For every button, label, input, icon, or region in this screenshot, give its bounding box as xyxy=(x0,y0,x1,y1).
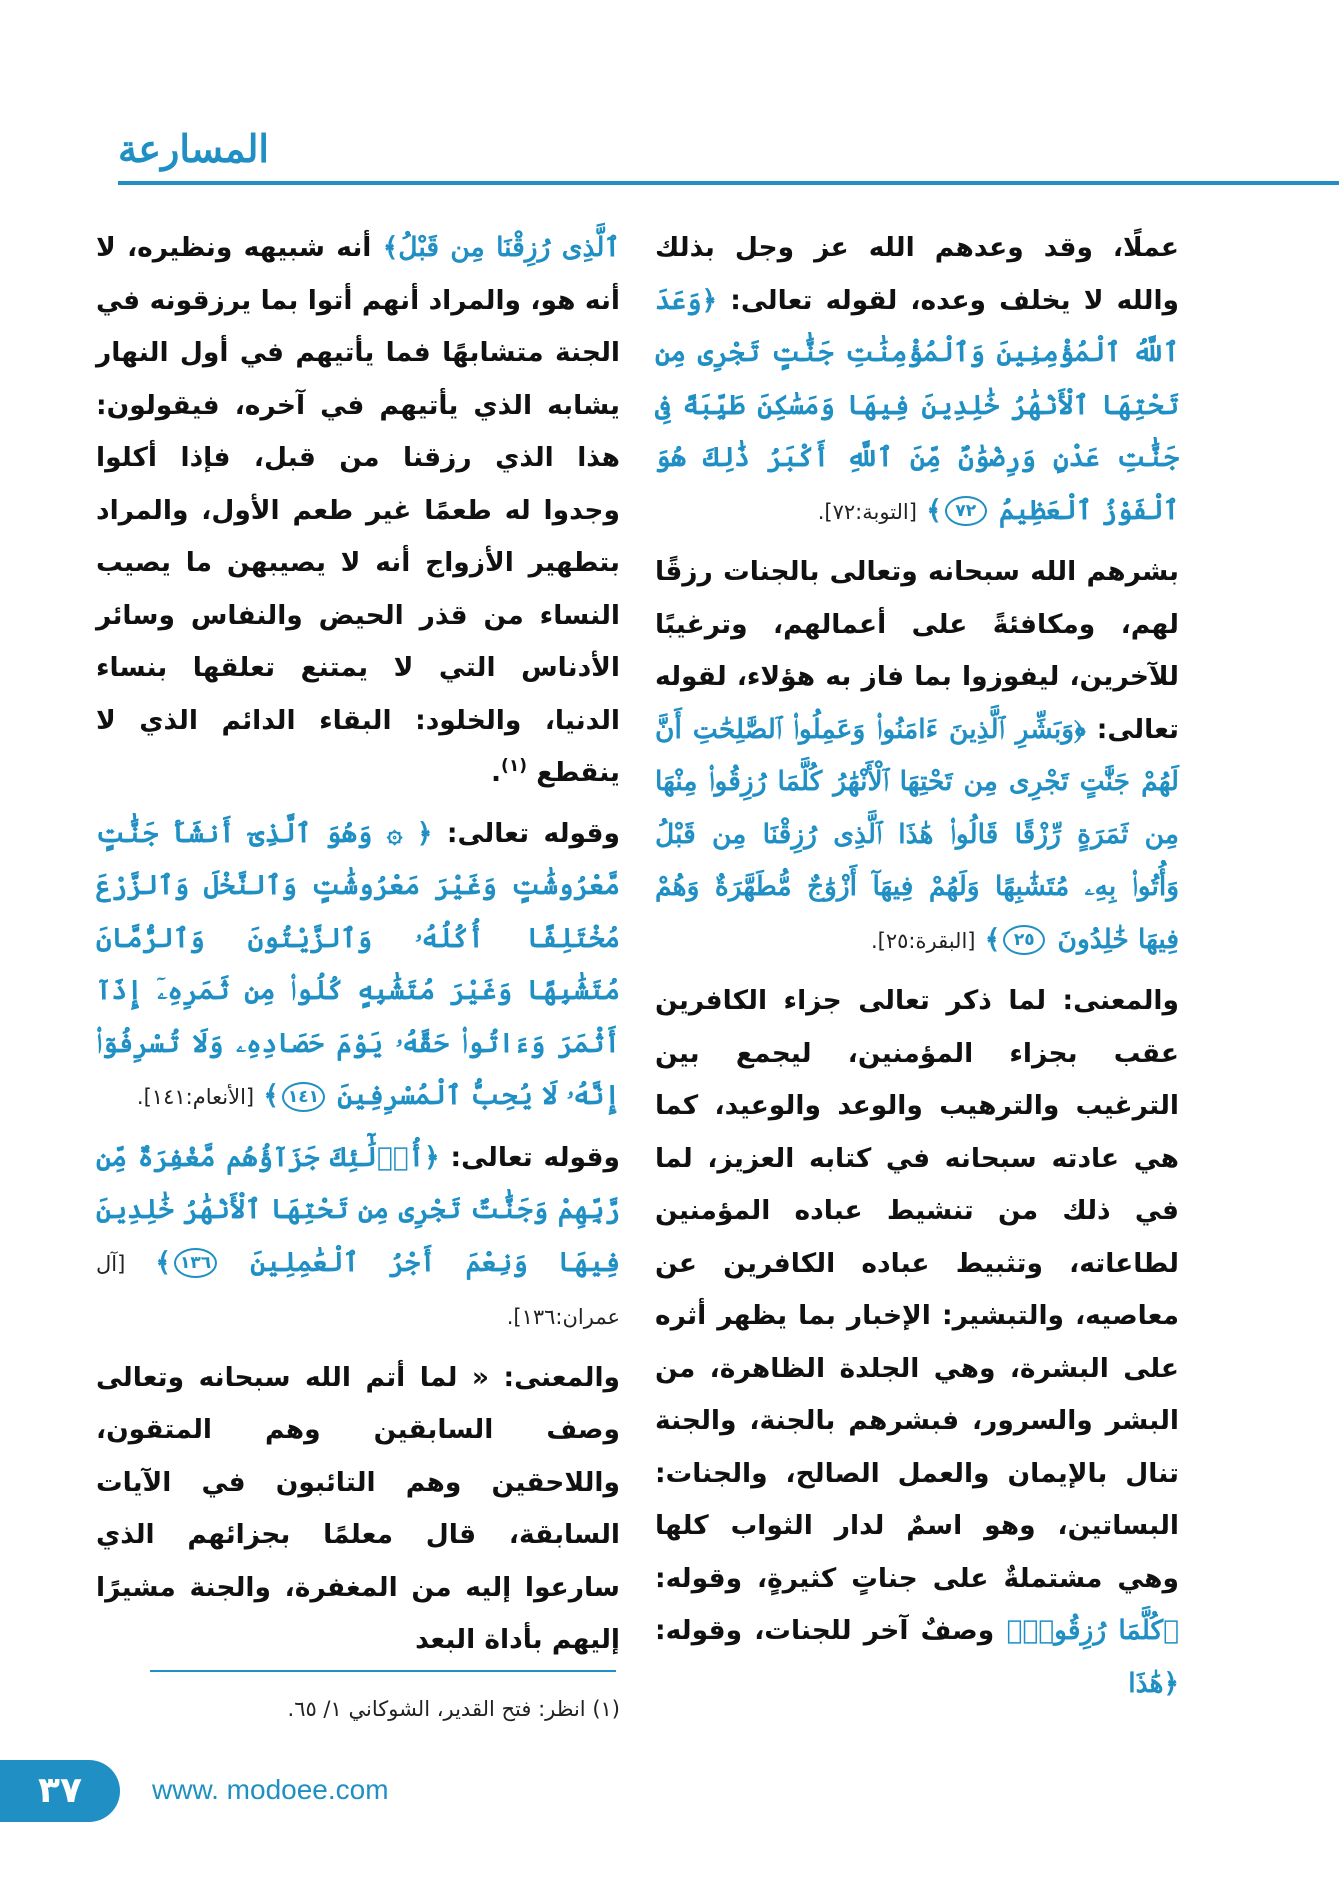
footnote: (١) انظر: فتح القدير، الشوكاني ١/ ٦٥. xyxy=(287,1697,620,1721)
quran-verse: ﴿هَٰذَا xyxy=(1128,1667,1179,1699)
paragraph xyxy=(655,546,1179,967)
paragraph xyxy=(96,1132,620,1344)
quran-bracket: ﴾ xyxy=(263,1080,279,1111)
quran-verse: ﴿وَعَدَ ٱللَّهُ ٱلْمُؤْمِنِينَ وَٱلْمُؤْمِنَٰتِ جَنَّٰتٍ تَجْرِى مِن تَحْتِهَا ٱلْأَنْهَٰرُ خَٰلِدِينَ فِيهَا وَمَسَٰكِنَ طَيِّبَةً فِى جَنَّٰتِ عَدْنٍ وَرِضْوَٰنٌ مِّنَ ٱللَّهِ أَكْبَرُ ذَٰلِكَ هُوَ ٱلْفَوْزُ ٱلْعَظِيمُ xyxy=(655,284,1179,526)
verse-reference: [الأنعام:١٤١]. xyxy=(136,1085,255,1109)
body-text: والمعنى: « لما أتم الله سبحانه وتعالى وصف السابقين وهم المتقون، واللاحقين وهم التائبون في الآيات السابقة، قال معلمًا بجزائهم الذي سارعوا إليه من المغفرة، والجنة مشيرًا إليهم بأداة البعد xyxy=(96,1361,620,1655)
right-column xyxy=(655,222,1179,1718)
page-number-badge: ٣٧ xyxy=(0,1760,120,1822)
body-text: وقوله تعالى: xyxy=(450,1141,620,1173)
body-text: . xyxy=(490,757,502,788)
paragraph xyxy=(655,975,1179,1710)
paragraph xyxy=(96,222,620,800)
quran-bracket: ﴾ xyxy=(984,923,1001,955)
paragraph xyxy=(96,808,620,1124)
body-text: عملًا، وقد وعدهم الله عز وجل بذلك والله لا يخلف وعده، لقوله تعالى: xyxy=(655,232,1179,316)
paragraph xyxy=(96,1352,620,1667)
ayah-number-icon: ٢٥ xyxy=(1003,925,1045,955)
quran-verse: ﴿كُلَّمَا رُزِقُوا۟﴾ xyxy=(1006,1615,1180,1646)
verse-reference: [آل عمران:١٣٦]. xyxy=(96,1251,620,1329)
ayah-number-icon: ٧٢ xyxy=(945,496,987,526)
paragraph xyxy=(655,222,1179,538)
quran-bracket: ﴾ xyxy=(155,1246,171,1278)
ayah-number-icon: ١٤١ xyxy=(282,1082,325,1112)
body-text: وقوله تعالى: xyxy=(446,817,620,849)
quran-verse: ٱلَّذِى رُزِقْنَا مِن قَبْلُ﴾ xyxy=(382,232,620,263)
body-text: والمعنى: لما ذكر تعالى جزاء الكافرين عقب بجزاء المؤمنين، ليجمع بين الترغيب والترهيب والوعد والوعيد، كما هي عادته سبحانه في كتابه العزيز، لما في ذلك من تنشيط عباده المؤمنين لطاعاته، وتثبيط عباده الكافرين عن معاصيه، والتبشير: الإخبار بما يظهر أثره على البشرة، وهي الجلدة الظاهرة، من البشر والسرور، فبشرهم بالجنة، والجنة تنال بالإيمان والعمل الصالح، والجنات: البساتين، وهو اسمٌ لدار الثواب كلها وهي مشتملةٌ على جناتٍ كثيرةٍ، وقوله: xyxy=(655,985,1179,1594)
quran-verse: ﴿أُو۟لَٰٓئِكَ جَزَآؤُهُم مَّغْفِرَةٌ مِّن رَّبِّهِمْ وَجَنَّٰتٌ تَجْرِى مِن تَحْتِهَا ٱلْأَنْهَٰرُ خَٰلِدِينَ فِيهَا وَنِعْمَ أَجْرُ ٱلْعَٰمِلِينَ xyxy=(96,1141,620,1278)
running-header-title: المسارعة xyxy=(118,126,269,171)
quran-bracket: ﴾ xyxy=(926,494,942,526)
footnote-divider xyxy=(150,1670,616,1672)
body-text: بشرهم الله سبحانه وتعالى بالجنات رزقًا لهم، ومكافئةً على أعمالهم، وترغيبًا للآخرين، ليفوزوا بما فاز به هؤلاء، لقوله تعالى: xyxy=(655,556,1179,745)
left-column xyxy=(96,222,620,1675)
quran-verse: ﴿وَبَشِّرِ ٱلَّذِينَ ءَامَنُوا۟ وَعَمِلُوا۟ ٱلصَّٰلِحَٰتِ أَنَّ لَهُمْ جَنَّٰتٍ تَجْرِى مِن تَحْتِهَا ٱلْأَنْهَٰرُ كُلَّمَا رُزِقُوا۟ مِنْهَا مِن ثَمَرَةٍ رِّزْقًا قَالُوا۟ هَٰذَا ٱلَّذِى رُزِقْنَا مِن قَبْلُ وَأُتُوا۟ بِهِۦ مُتَشَٰبِهًا وَلَهُمْ فِيهَآ أَزْوَٰجٌ مُّطَهَّرَةٌ وَهُمْ فِيهَا خَٰلِدُونَ xyxy=(655,713,1179,955)
verse-reference: [التوبة:٧٢]. xyxy=(817,499,917,524)
body-text: وصفٌ آخر للجنات، وقوله: xyxy=(655,1615,995,1646)
website-link[interactable]: www. modoee.com xyxy=(152,1774,389,1805)
header-divider xyxy=(118,181,1339,185)
ayah-number-icon: ١٣٦ xyxy=(174,1248,217,1278)
verse-reference: [البقرة:٢٥]. xyxy=(870,928,976,953)
footnote-marker[interactable]: (١) xyxy=(501,756,527,777)
quran-verse: ﴿ ۞ وَهُوَ ٱلَّذِىٓ أَنشَأَ جَنَّٰتٍ مَّعْرُوشَٰتٍ وَغَيْرَ مَعْرُوشَٰتٍ وَٱلنَّخْلَ وَٱلزَّرْعَ مُخْتَلِفًا أُكُلُهُۥ وَٱلزَّيْتُونَ وَٱلرُّمَّانَ مُتَشَٰبِهًا وَغَيْرَ مُتَشَٰبِهٍ كُلُوا۟ مِن ثَمَرِهِۦٓ إِذَآ أَثْمَرَ وَءَاتُوا۟ حَقَّهُۥ يَوْمَ حَصَادِهِۦ وَلَا تُسْرِفُوٓا۟ إِنَّهُۥ لَا يُحِبُّ ٱلْمُسْرِفِينَ xyxy=(96,817,620,1111)
body-text: أنه شبيهه ونظيره، لا أنه هو، والمراد أنهم أتوا بما يرزقونه في الجنة متشابهًا فما يأتيهم في أول النهار يشابه الذي يأتيهم في آخره، فيقولون: هذا الذي رزقنا من قبل، فإذا أكلوا وجدوا له طعمًا غير طعم الأول، والمراد بتطهير الأزواج أنه لا يصيبهن ما يصيب النساء من قذر الحيض والنفاس وسائر الأدناس التي لا يمتنع تعلقها بنساء الدنيا، والخلود: البقاء الدائم الذي لا ينقطع xyxy=(96,232,620,788)
